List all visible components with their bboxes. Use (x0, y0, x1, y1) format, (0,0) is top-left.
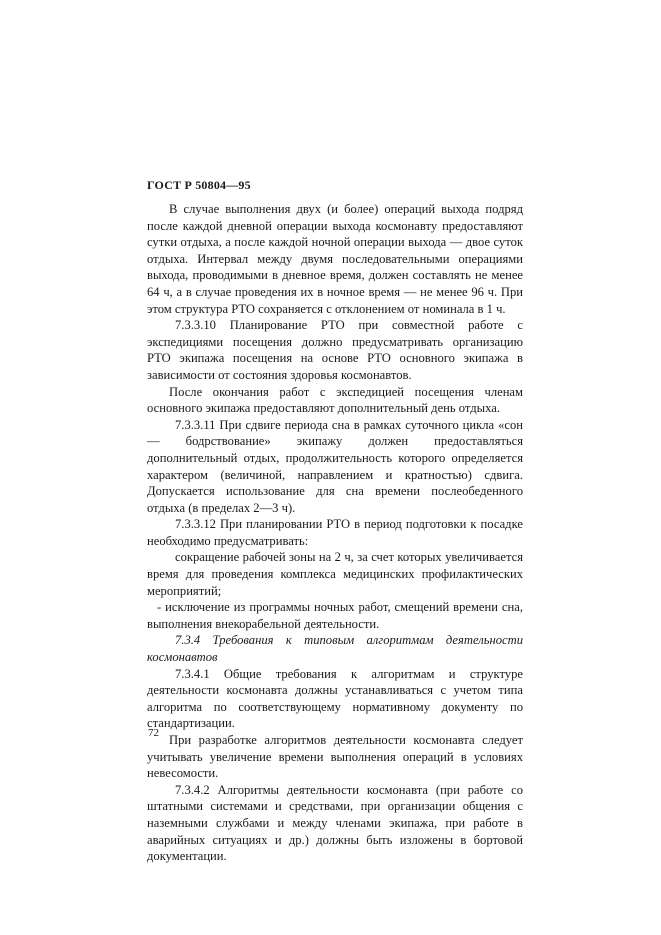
paragraph-weightlessness: При разработке алгоритмов деятельности космонавта следует учитывать увеличение времени выполнения операций в условиях невесомости. (147, 733, 523, 781)
page-number: 72 (148, 727, 159, 739)
paragraph-7-3-4-1: 7.3.4.1 Общие требования к алгоритмам и структуре деятельности космонавта должны устанавливаться с учетом типа алгоритма по соответствующему нормативному документу по стандартизации. (147, 666, 523, 731)
section-heading-7-3-4: 7.3.4 Требования к типовым алгоритмам деятельности космонавтов (147, 633, 523, 665)
paragraph-work-zone-reduction: сокращение рабочей зоны на 2 ч, за счет которых увеличивается время для проведения комплекса медицинских профилактических мероприятий; (147, 550, 523, 598)
paragraph-7-3-4-2: 7.3.4.2 Алгоритмы деятельности космонавта (при работе со штатными системами и средствами, при организации общения с наземными службами и между членами экипажа, при работе в аварийных ситуациях и др.) должны быть изложены в бортовой документации. (147, 782, 523, 864)
paragraph-7-3-3-12: 7.3.3.12 При планировании РТО в период подготовки к посадке необходимо предусматривать: (147, 517, 523, 548)
paragraph-exclusion-list: - исключение из программы ночных работ, смещений времени сна, выполнения внекорабельной деятельности. (147, 600, 523, 631)
document-header: ГОСТ Р 50804—95 (147, 178, 251, 192)
paragraph-extra-rest-day: После окончания работ с экспедицией посещения членам основного экипажа предоставляют дополнительный день отдыха. (147, 384, 523, 416)
paragraph-7-3-3-11: 7.3.3.11 При сдвиге периода сна в рамках суточного цикла «сон — бодрствование» экипажу должен предоставляться дополнительный отдых, продолжительность которого определяется характером (величиной, направлением и кратностью) сдвига. Допускается использование для сна времени послеобеденного отдыха (в пределах 2—3 ч). (147, 417, 523, 515)
paragraph-7-3-3-10: 7.3.3.10 Планирование РТО при совместной работе с экспедициями посещения должно предусматривать организацию РТО экипажа посещения на основе РТО основного экипажа в зависимости от состояния здоровья космонавтов. (147, 318, 523, 382)
document-body (147, 201, 523, 865)
paragraph-spacewalk-rest: В случае выполнения двух (и более) операций выхода подряд после каждой дневной операции выхода космонавту предоставляют сутки отдыха, а после каждой ночной операции выхода — двое суток отдыха. Интервал между двумя последовательными операциями выхода, проводимыми в дневное время, должен составлять не менее 64 ч, а в случае проведения их в ночное время — не менее 96 ч. При этом структура РТО сохраняется с отклонением от номинала в 1 ч. (147, 202, 523, 316)
